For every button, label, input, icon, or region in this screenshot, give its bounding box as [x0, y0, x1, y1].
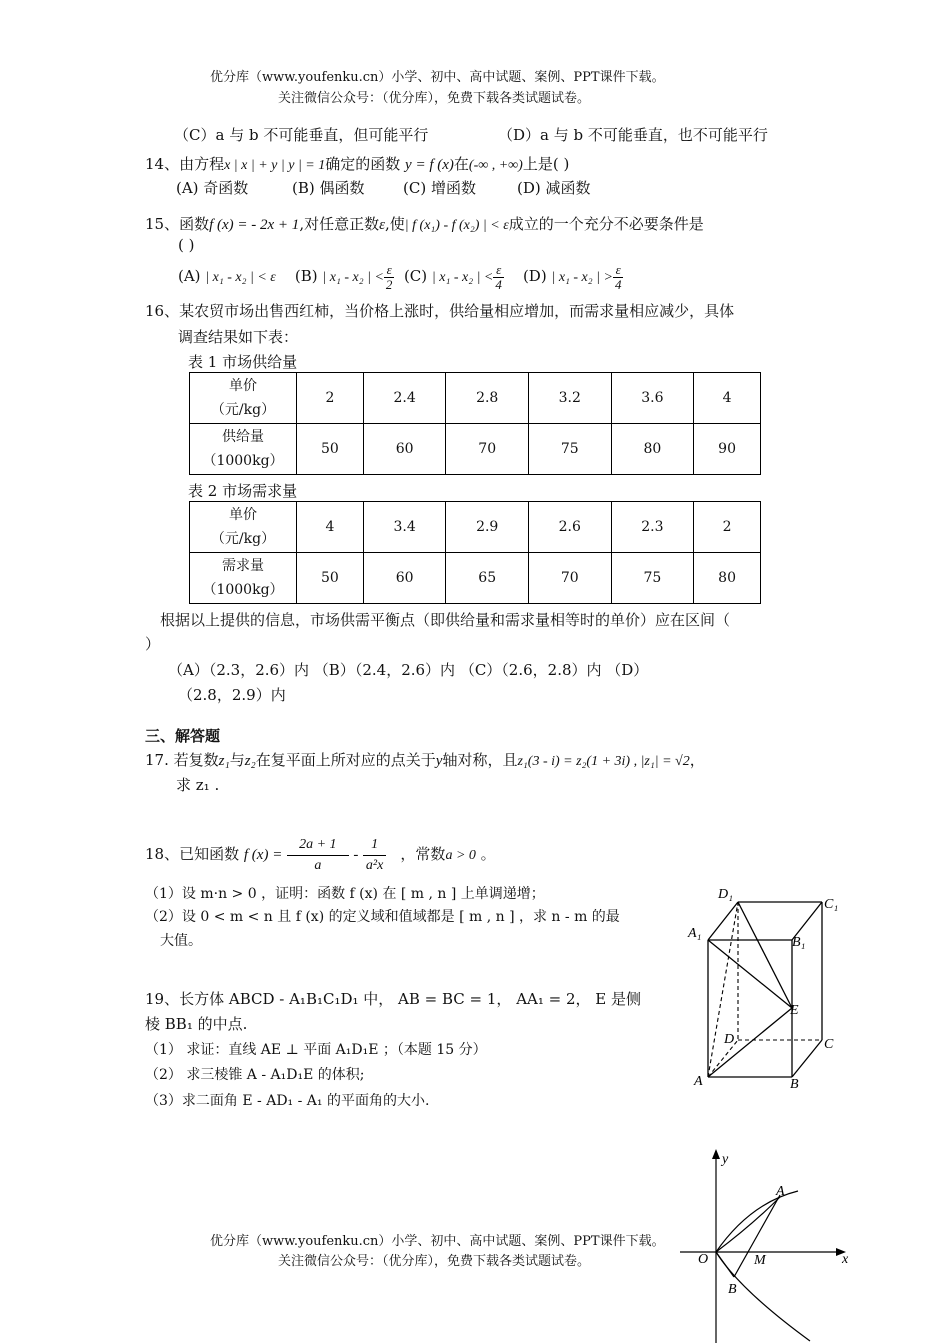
arc-oa [716, 1197, 780, 1252]
table-cell: 80 [611, 424, 694, 475]
table-cell: 75 [528, 424, 611, 475]
table-cell: 3.4 [363, 502, 446, 553]
table-cell: 2 [297, 373, 364, 424]
label-e: E [790, 1003, 799, 1018]
table-row [190, 373, 761, 424]
q15-paren: ( ) [178, 236, 195, 254]
q14-option-a: (A) 奇函数 [176, 179, 249, 197]
table-cell: 50 [297, 424, 364, 475]
q18-part-2b: 大值。 [160, 933, 202, 949]
label-b: B [728, 1282, 737, 1297]
q13-option-d: （D）a 与 b 不可能垂直，也不可能平行 [498, 126, 768, 144]
q18-stem: 18、已知函数 f (x) = $\frac{2a + 1}{a}$ - $\frac{1}{\text{a²x}}$ ，常数a > 0 。 [145, 836, 496, 873]
q16-ask-2: ） [145, 635, 161, 653]
table-cell: 供给量 （1000kg） [190, 424, 297, 475]
label-a1: A₁ [688, 926, 702, 941]
label-c: C [824, 1037, 834, 1052]
table-cell: 70 [446, 424, 529, 475]
q16-stem-1: 16、某农贸市场出售西红柿，当价格上涨时，供给量相应增加，而需求量相应减少，具体 [145, 302, 735, 320]
q16-ask-1: 根据以上提供的信息，市场供需平衡点（即供给量和需求量相等时的单价）应在区间（ [160, 611, 731, 629]
label-d: D [724, 1032, 735, 1047]
cuboid-figure [680, 880, 850, 1095]
table-cell: 80 [694, 553, 761, 604]
demand-table [189, 501, 761, 604]
q16-options-1: （A）（2.3，2.6）内 （B）（2.4，2.6）内 （C）（2.6，2.8）内 （D） [168, 661, 649, 679]
table-cell: 4 [694, 373, 761, 424]
q14-stem: 14、由方程x | x | + y | y | = 1确定的函数 y = f (x)在(-∞ , +∞)上是( ) [145, 155, 570, 173]
table-cell: 2.9 [446, 502, 529, 553]
segment-ae [708, 1008, 792, 1077]
table-cell: 90 [694, 424, 761, 475]
label-o: O [698, 1252, 709, 1267]
table-cell: 2 [694, 502, 761, 553]
table-cell: 2.6 [528, 502, 611, 553]
supply-table [189, 372, 761, 475]
y-axis-arrow [712, 1149, 720, 1159]
q17-line-2: 求 z₁ . [176, 776, 220, 794]
table-cell: 2.4 [363, 373, 446, 424]
table-cell: 3.6 [611, 373, 694, 424]
footer-line-2: 关注微信公众号：（优分库），免费下载各类试题试卷。 [278, 1254, 591, 1269]
label-m: M [754, 1253, 766, 1268]
q15-options: (A) | x₁ - x₂ | < ε (B) | x₁ - x₂ | < $\frac{\varepsilon}{2}$ (C) | x₁ - x₂ | < $\frac{\varepsilon}{4}$ (D) | x₁ - x₂ | > $\frac{\varepsilon}{4}$ [178, 261, 622, 292]
table-cell: 2.8 [446, 373, 529, 424]
q19-part-1: （1） 求证：直线 AE ⊥ 平面 A₁D₁E ；（本题 15 分） [145, 1042, 487, 1058]
q16-options-2: （2.8，2.9）内 [178, 686, 286, 704]
table-cell: 50 [297, 553, 364, 604]
edge-bc [792, 1040, 822, 1077]
segment-d1e [738, 902, 792, 1008]
label-b1: B₁ [792, 935, 806, 950]
q17-line-1: 17. 若复数z₁与z₂在复平面上所对应的点关于y轴对称，且z₁(3 - i) = z₂(1 + 3i) , |z₁| = √2， [145, 751, 705, 769]
q18-part-1: （1）设 m·n > 0 ，证明：函数 f (x) 在 [ m , n ] 上单调递增； [145, 886, 545, 902]
table-cell: 需求量 （1000kg） [190, 553, 297, 604]
q13-option-c: （C）a 与 b 不可能垂直，但可能平行 [174, 126, 429, 144]
q14-option-d: (D) 减函数 [517, 179, 591, 197]
q19-part-3: （3）求二面角 E - AD₁ - A₁ 的平面角的大小. [145, 1093, 430, 1109]
label-d1: D₁ [718, 887, 733, 902]
q18-part-2: （2）设 0 < m < n 且 f (x) 的定义域和值域都是 [ m , n ] ，求 n - m 的最 [145, 909, 620, 925]
segment-a1e [708, 940, 792, 1008]
q14-option-c: (C) 增函数 [403, 179, 476, 197]
header-line-1: 优分库（www.youfenku.cn）小学、初中、高中试题、案例、PPT课件下载。 [210, 70, 665, 85]
table-row [190, 553, 761, 604]
table-cell: 单价 （元/kg） [190, 502, 297, 553]
label-y: y [722, 1152, 729, 1167]
table2-title: 表 2 市场需求量 [188, 482, 298, 500]
table-cell: 2.3 [611, 502, 694, 553]
section-title: 三、解答题 [145, 727, 221, 745]
parabola-figure [680, 1145, 855, 1344]
label-c1: C₁ [824, 897, 839, 912]
table-cell: 60 [363, 424, 446, 475]
q19-line-2: 棱 BB₁ 的中点. [145, 1015, 248, 1033]
table-cell: 3.2 [528, 373, 611, 424]
label-a: A [694, 1074, 703, 1089]
header-line-2: 关注微信公众号：（优分库），免费下载各类试题试卷。 [278, 91, 591, 106]
table-cell: 单价 （元/kg） [190, 373, 297, 424]
table-cell: 4 [297, 502, 364, 553]
q16-stem-2: 调查结果如下表： [178, 328, 299, 346]
label-b: B [790, 1077, 799, 1092]
table-row [190, 502, 761, 553]
table-cell: 60 [363, 553, 446, 604]
segment-ob [716, 1252, 734, 1277]
table-cell: 70 [528, 553, 611, 604]
table-cell: 65 [446, 553, 529, 604]
label-x: x [842, 1252, 849, 1267]
footer-line-1: 优分库（www.youfenku.cn）小学、初中、高中试题、案例、PPT课件下载。 [210, 1234, 665, 1249]
table-row [190, 424, 761, 475]
table-cell: 75 [611, 553, 694, 604]
q19-line-1: 19、长方体 ABCD - A₁B₁C₁D₁ 中， AB = BC = 1， AA₁ = 2， E 是侧 [145, 990, 642, 1008]
q14-option-b: (B) 偶函数 [292, 179, 365, 197]
table1-title: 表 1 市场供给量 [188, 353, 298, 371]
edge-a1d1 [708, 902, 738, 940]
segment-ad1-hidden [708, 902, 738, 1077]
q19-part-2: （2） 求三棱锥 A - A₁D₁E 的体积; [145, 1067, 365, 1083]
label-a: A [776, 1184, 785, 1199]
q15-stem: 15、函数f (x) = - 2x + 1,对任意正数ε,使| f (x₁) - f (x₂) | < ε成立的一个充分不必要条件是 [145, 215, 704, 233]
